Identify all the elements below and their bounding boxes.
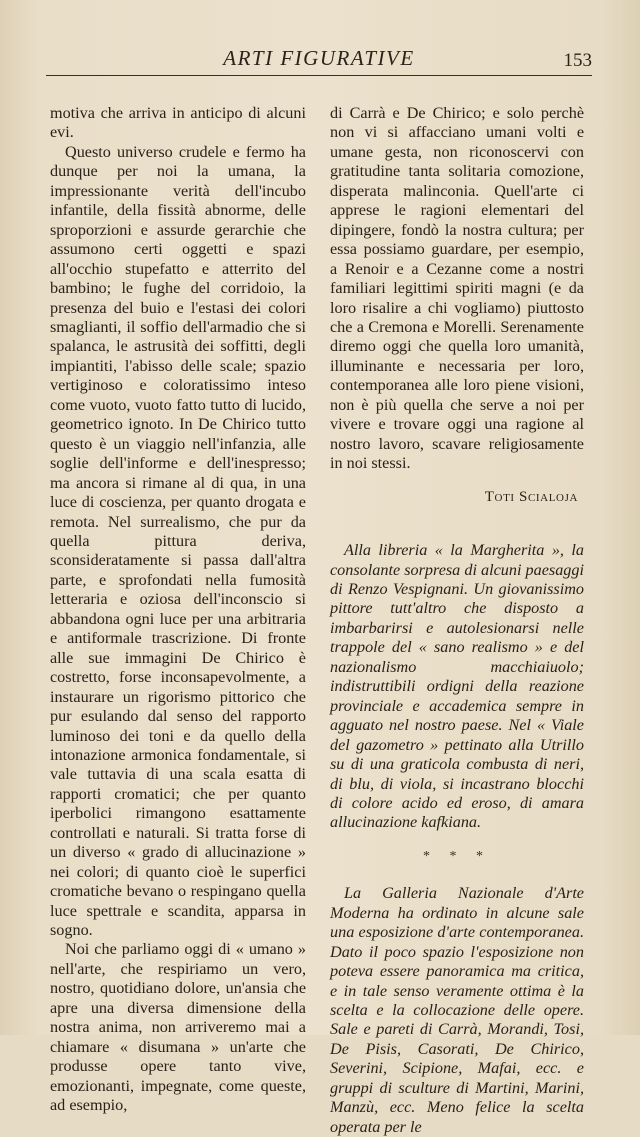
page-number: 153 <box>563 50 592 71</box>
author-signature: Toti Scialoja <box>484 488 578 505</box>
page-header <box>46 44 592 84</box>
paragraph: Noi che parliamo oggi di « umano » nell'arte, che respiriamo un vero, nostro, quotidiano dolore, un'ansia che apre una diversa dimensione della nostra anima, non arriveremo mai a chiamare « disumana » un'arte che produsse opere tanto vive, emozionanti, impegnate, come queste, ad esempio, <box>50 940 306 1115</box>
section-separator: * * * <box>423 848 491 864</box>
paragraph-continuation: motiva che arriva in anticipo di alcuni evi. <box>50 104 306 142</box>
right-column <box>330 104 584 1137</box>
exhibition-note: La Galleria Nazionale d'Arte Moderna ha ordinato in alcune sale una esposizione d'arte contemporanea. Dato il poco spazio l'esposizione non poteva essere panoramica ma critica, e in tale senso veramente ottima è la scelta e la collocazione delle opere. Sale e pareti di Carrà, Morandi, Tosi, De Pisis, Casorati, De Chirico, Severini, Scipione, Mafai, ecc. e gruppi di sculture di Martini, Marini, Manzù, ecc. Meno felice la scelta operata per le <box>330 884 584 1136</box>
paragraph-continuation: di Carrà e De Chirico; e solo perchè non vi si affacciano umani volti e umane gesta, non riconoscervi con gratitudine tanta solitaria comozione, disperata malinconia. Quell'arte ci apprese le ragioni elementari del dipingere, fondò la nostra cultura; per essa possiamo guardare, per esempio, a Renoir e a Cezanne come a nostri familiari legittimi spiriti magni (e da loro risalire a chi vogliamo) piuttosto che a Cremona e Morelli. Serenamente diremo oggi che quella loro umanità, illuminante e necessaria per loro, contemporanea alle loro piene visioni, non è più quella che serve a noi per vivere e trovare oggi una ragione al nostro lavoro, scavare religiosamente in noi stessi. <box>330 104 584 473</box>
paragraph: Questo universo crudele e fermo ha dunque per noi la umana, la impressionante verità dell'incubo infantile, della fissità abnorme, delle sproporzioni e assurde gerarchie che assumono certi oggetti e spazi all'occhio stupefatto e atterrito del bambino; le fughe del corridoio, la presenza del buio e l'estasi dei colori smaglianti, il soffio dell'armadio che si spalanca, le astrusità dei soffitti, degli impiantiti, l'abisso delle scale; spazio vertiginoso e coloratissimo inteso come vuoto, vuoto fatto tutto di lucido, geometrico ignoto. In De Chirico tutto questo è un viaggio nell'infanzia, alle soglie dell'informe e dell'inespresso; ma ancora si rimane al di qua, in una luce di coscienza, per quanto drogata e remota. Nel surrealismo, che pur da quella pittura deriva, sconsideratamente si passa dall'altra parte, e sprofondati nella fumosità letteraria e oziosa dell'inconscio si abbandona ogni luce per una arbitraria e antiformale trascrizione. Di fronte alle sue immagini De Chirico è costretto, forse inconsapevolmente, a instaurare un rigorismo pittorico che pur esulando dal senso del rapporto luminoso dei toni e da quello della intonazione armonica fondamentale, si vale tuttavia di una scala esatta di rapporti cromatici; che per quanto iperbolici rimangono esattamente controllati e naturali. Si tratta forse di un diverso « grado di allucinazione » nei colori; di quanto cioè le superfici cromatiche bevano o respingano quella luce spettrale e scandita, apparsa in sogno. <box>50 142 306 940</box>
running-head: ARTI FIGURATIVE <box>223 46 415 70</box>
exhibition-note: Alla libreria « la Margherita », la consolante sorpresa di alcuni paesaggi di Renzo Vespignani. Un giovanissimo pittore tutt'altro che disposto a imbarbarirsi e autolesionarsi nelle trappole del « sano realismo » e del nazionalismo macchiaiuolo; indistruttibili ordigni della reazione provinciale e accademica sempre in agguato nel nostro paese. Nel « Viale del gazometro » pettinato alla Utrillo su di una graticola combusta di neri, di blu, di viola, si incastrano blocchi di colore acido ed eroso, di amara allucinazione kafkiana. <box>330 541 584 832</box>
header-rule <box>46 75 592 76</box>
left-column <box>50 104 306 1116</box>
